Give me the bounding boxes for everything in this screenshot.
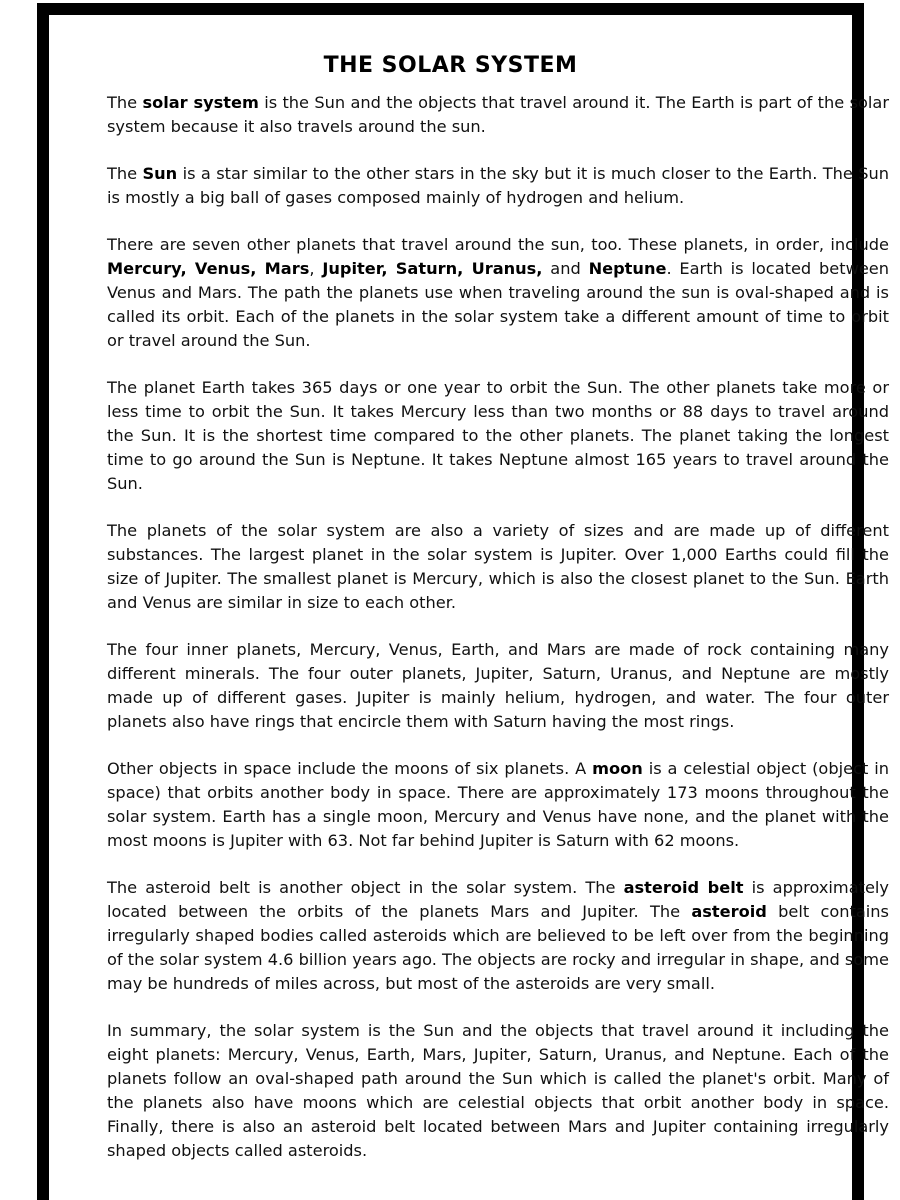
paragraph-text: The asteroid belt is another object in the solar system. The xyxy=(107,878,624,897)
paragraph-text: The planet Earth takes 365 days or one year to orbit the Sun. The other planets take more or less time to orbit the Sun. It takes Mercury less than two months or 88 days to travel around the Sun. It is the shortest time compared to the other planets. The planet taking the longest time to go around the Sun is Neptune. It takes Neptune almost 165 years to travel around the Sun. xyxy=(107,378,889,493)
paragraph-text: and xyxy=(542,259,589,278)
paragraph-text: belt contains irregularly shaped bodies called asteroids which are believed to be left over from the beginning of the solar system 4.6 billion years ago. The objects are rocky and irregular in shape, and some may be hundreds of miles across, but most of the asteroids are very small. xyxy=(107,902,889,993)
bold-term: asteroid belt xyxy=(623,878,744,897)
paragraph-text: The xyxy=(107,93,143,112)
paragraph-3 xyxy=(107,233,889,353)
bold-term: solar system xyxy=(142,93,259,112)
bold-term: moon xyxy=(592,759,643,778)
paragraph-text: The planets of the solar system are also a variety of sizes and are made up of different substances. The largest planet in the solar system is Jupiter. Over 1,000 Earths could fill the size of Jupiter. The smallest planet is Mercury, which is also the closest planet to the Sun. Earth and Venus are similar in size to each other. xyxy=(107,521,889,612)
paragraph-1 xyxy=(107,91,889,139)
paragraph-text: In summary, the solar system is the Sun and the objects that travel around it including the eight planets: Mercury, Venus, Earth, Mars, Jupiter, Saturn, Uranus, and Neptune. Each of the planets follow an oval-shaped path around the Sun which is called the planet's orbit. Many of the planets also have moons which are celestial objects that orbit another body in space. Finally, there is also an asteroid belt located between Mars and Jupiter containing irregularly shaped objects called asteroids. xyxy=(107,1021,889,1160)
bold-term: Jupiter, Saturn, Uranus, xyxy=(322,259,543,278)
article-body xyxy=(107,91,889,1186)
paragraph-5 xyxy=(107,519,889,615)
paragraph-text: Other objects in space include the moons of six planets. A xyxy=(107,759,593,778)
paragraph-text: The four inner planets, Mercury, Venus, Earth, and Mars are made of rock containing many different minerals. The four outer planets, Jupiter, Saturn, Uranus, and Neptune are mostly made up of different gases. Jupiter is mainly helium, hydrogen, and water. The four outer planets also have rings that encircle them with Saturn having the most rings. xyxy=(107,640,889,731)
paragraph-text: is a star similar to the other stars in the sky but it is much closer to the Earth. The Sun is mostly a big ball of gases composed mainly of hydrogen and helium. xyxy=(107,164,889,207)
paragraph-text: The xyxy=(107,164,143,183)
paragraph-7 xyxy=(107,757,889,853)
bold-term: asteroid xyxy=(691,902,767,921)
page-frame xyxy=(37,3,890,1200)
paragraph-text: is the Sun and the objects that travel around it. The Earth is part of the solar system because it also travels around the sun. xyxy=(107,93,889,136)
paragraph-8 xyxy=(107,876,889,996)
paragraph-text: . Earth is located between Venus and Mars. The path the planets use when traveling around the sun is oval-shaped and is called its orbit. Each of the planets in the solar system take a different amount of time to orbit or travel around the Sun. xyxy=(107,259,890,350)
paragraph-text: is approximately located between the orbits of the planets Mars and Jupiter. The xyxy=(107,878,890,921)
paragraph-text: There are seven other planets that travel around the sun, too. These planets, in order, include xyxy=(107,235,889,254)
bold-term: Mercury, Venus, Mars xyxy=(107,259,310,278)
bold-term: Sun xyxy=(142,164,178,183)
paragraph-6 xyxy=(107,638,889,734)
paragraph-9 xyxy=(107,1019,889,1163)
paragraph-text: , xyxy=(309,259,323,278)
paragraph-text: is a celestial object (object in space) that orbits another body in space. There are approximately 173 moons throughout the solar system. Earth has a single moon, Mercury and Venus have none, and the planet with the most moons is Jupiter with 63. Not far behind Jupiter is Saturn with 62 moons. xyxy=(107,759,889,850)
paragraph-4 xyxy=(107,376,889,496)
bold-term: Neptune xyxy=(588,259,667,278)
paragraph-2 xyxy=(107,162,889,210)
page-title: THE SOLAR SYSTEM xyxy=(323,53,578,78)
